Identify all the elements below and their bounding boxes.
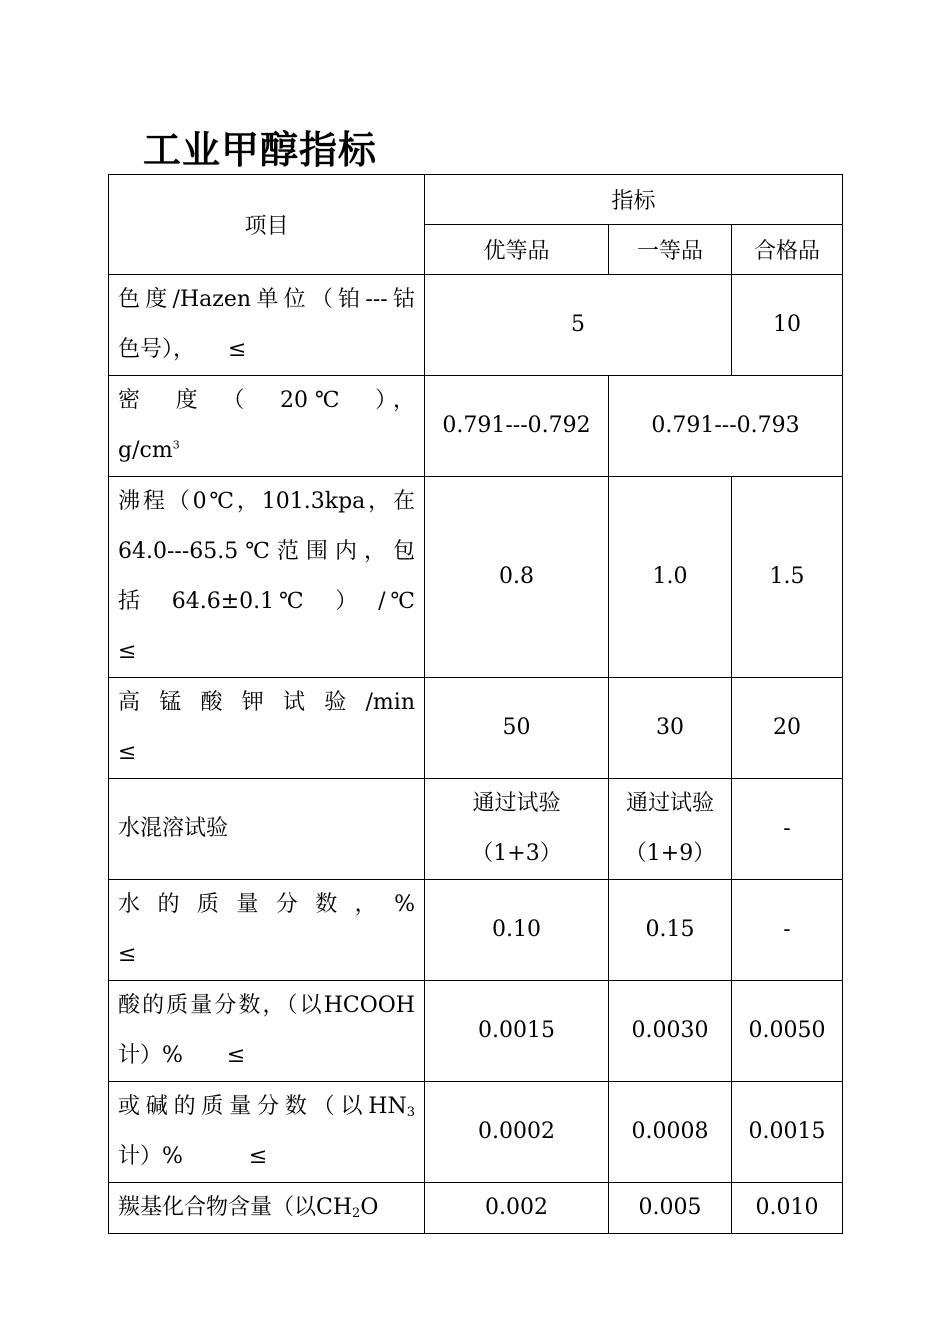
item-line xyxy=(118,426,415,476)
item-line: 括 64.6±0.1℃ ） /℃ xyxy=(118,589,415,614)
table-row xyxy=(109,678,843,779)
item-line: ≤ xyxy=(118,639,137,664)
item-cell xyxy=(109,981,425,1082)
table-row xyxy=(109,981,843,1082)
item-text: 羰基化合物含量（以CH xyxy=(118,1195,353,1220)
item-cell xyxy=(109,275,425,376)
item-line: ≤ xyxy=(118,942,137,967)
value-cell: 0.0002 xyxy=(425,1082,609,1183)
item-line xyxy=(118,1082,415,1132)
value-line: （1+3） xyxy=(471,841,562,866)
item-text: 或碱的质量分数（以HN xyxy=(118,1094,407,1119)
value-cell: 0.0015 xyxy=(732,1082,843,1183)
item-cell xyxy=(109,477,425,678)
item-line: 色号）， ≤ xyxy=(118,337,247,362)
value-cell: 1.0 xyxy=(609,477,732,678)
value-line: （1+9） xyxy=(624,841,716,866)
item-cell: 水混溶试验 xyxy=(109,779,425,880)
header-grade-premium: 优等品 xyxy=(425,225,609,275)
table-row xyxy=(109,275,843,376)
value-cell: 0.791---0.792 xyxy=(425,376,609,477)
item-cell xyxy=(109,1183,425,1234)
table-row xyxy=(109,880,843,981)
item-line: 密 度 （ 20℃ ）， xyxy=(118,388,415,413)
value-cell: - xyxy=(732,779,843,880)
value-cell xyxy=(609,779,732,880)
item-cell xyxy=(109,678,425,779)
table-row xyxy=(109,1082,843,1183)
page-title: 工业甲醇指标 xyxy=(143,128,378,172)
value-line: 通过试验 xyxy=(472,791,561,816)
value-cell: 30 xyxy=(609,678,732,779)
value-cell: 50 xyxy=(425,678,609,779)
item-line: 水的质量分数，% xyxy=(118,892,415,917)
table-row xyxy=(109,1183,843,1234)
item-line: 计）% ≤ xyxy=(118,1043,246,1068)
value-cell: 1.5 xyxy=(732,477,843,678)
table-row xyxy=(109,376,843,477)
item-line: 色度/Hazen单位（铂---钴 xyxy=(118,287,415,312)
value-cell: 0.8 xyxy=(425,477,609,678)
superscript: 3 xyxy=(172,438,180,452)
header-grade-first: 一等品 xyxy=(609,225,732,275)
value-cell: 0.791---0.793 xyxy=(609,376,843,477)
value-cell: 0.0050 xyxy=(732,981,843,1082)
table-header-row xyxy=(109,175,843,225)
item-line: 沸程（0℃，101.3kpa，在 xyxy=(118,489,415,514)
header-grade-qualified: 合格品 xyxy=(732,225,843,275)
value-cell: 5 xyxy=(425,275,732,376)
value-cell: 10 xyxy=(732,275,843,376)
subscript: 3 xyxy=(406,1105,415,1120)
value-cell: 0.0008 xyxy=(609,1082,732,1183)
header-indicator: 指标 xyxy=(425,175,843,225)
item-text: g/cm xyxy=(118,438,173,463)
spec-table xyxy=(108,174,843,1234)
item-line: 64.0---65.5℃范围内，包 xyxy=(118,539,415,564)
table-row xyxy=(109,477,843,678)
value-cell: 20 xyxy=(732,678,843,779)
value-cell: 0.005 xyxy=(609,1183,732,1234)
value-cell: 0.0015 xyxy=(425,981,609,1082)
value-cell: 0.010 xyxy=(732,1183,843,1234)
item-line: 计）% ≤ xyxy=(118,1144,268,1169)
item-line: 酸的质量分数，（以HCOOH xyxy=(118,993,415,1018)
subscript: 2 xyxy=(352,1206,361,1221)
value-cell: 0.0030 xyxy=(609,981,732,1082)
value-cell: 0.002 xyxy=(425,1183,609,1234)
item-line: 高锰酸钾试验/min xyxy=(118,690,415,715)
value-cell: 0.15 xyxy=(609,880,732,981)
value-cell xyxy=(425,779,609,880)
item-line: ≤ xyxy=(118,740,137,765)
item-cell xyxy=(109,376,425,477)
value-cell: 0.10 xyxy=(425,880,609,981)
item-cell xyxy=(109,1082,425,1183)
table-row xyxy=(109,779,843,880)
value-cell: - xyxy=(732,880,843,981)
item-cell xyxy=(109,880,425,981)
item-text: O xyxy=(360,1195,379,1220)
value-line: 通过试验 xyxy=(625,791,714,816)
header-item: 项目 xyxy=(109,175,425,275)
